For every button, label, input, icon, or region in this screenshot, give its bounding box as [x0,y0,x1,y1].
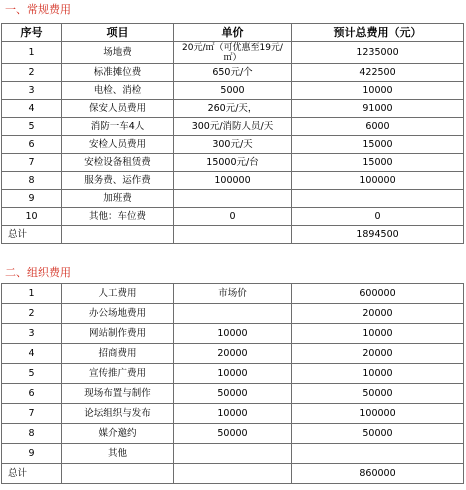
row-index: 7 [2,404,62,424]
table-row [2,172,464,190]
row-item: 场地费 [62,42,174,64]
row-unit-price [174,304,292,324]
table-row [2,64,464,82]
row-unit-price [174,190,292,208]
total-price-empty [174,226,292,244]
header-item: 项目 [62,24,174,42]
table-row [2,444,464,464]
row-unit-price: 15000元/台 [174,154,292,172]
row-total: 15000 [292,154,464,172]
table-row [2,364,464,384]
row-index: 4 [2,344,62,364]
table-row [2,118,464,136]
total-row [2,226,464,244]
section-title-regular-fees: 一、常规费用 [5,3,71,16]
row-total: 10000 [292,324,464,344]
total-item-empty [62,464,174,484]
row-unit-price: 100000 [174,172,292,190]
organization-fees-table [1,283,464,484]
row-index: 6 [2,384,62,404]
table-row [2,136,464,154]
table-row [2,100,464,118]
row-unit-price: 20000 [174,344,292,364]
row-total: 91000 [292,100,464,118]
row-index: 2 [2,304,62,324]
row-item: 电检、消检 [62,82,174,100]
row-total: 422500 [292,64,464,82]
row-unit-price: 650元/个 [174,64,292,82]
row-item: 保安人员费用 [62,100,174,118]
row-item: 服务费、运作费 [62,172,174,190]
total-label: 总计 [2,226,62,244]
row-index: 9 [2,190,62,208]
row-item: 网站制作费用 [62,324,174,344]
row-total: 10000 [292,82,464,100]
row-unit-price: 20元/㎡（可优惠至19元/㎡） [174,42,292,64]
header-index: 序号 [2,24,62,42]
row-total [292,190,464,208]
row-index: 8 [2,172,62,190]
row-total: 6000 [292,118,464,136]
table-row [2,154,464,172]
total-value: 860000 [292,464,464,484]
total-item-empty [62,226,174,244]
table-row [2,42,464,64]
row-total: 0 [292,208,464,226]
row-item: 论坛组织与发布 [62,404,174,424]
row-item: 标准摊位费 [62,64,174,82]
section-title-organization-fees: 二、组织费用 [5,266,71,279]
row-total: 100000 [292,172,464,190]
row-unit-price: 50000 [174,384,292,404]
row-index: 2 [2,64,62,82]
table-header-row [2,24,464,42]
row-unit-price: 市场价 [174,284,292,304]
table-row [2,304,464,324]
row-index: 6 [2,136,62,154]
row-unit-price: 260元/天， [174,100,292,118]
row-unit-price: 300元/天 [174,136,292,154]
row-index: 5 [2,364,62,384]
row-unit-price: 0 [174,208,292,226]
row-unit-price [174,444,292,464]
row-index: 1 [2,42,62,64]
row-item: 其他：车位费 [62,208,174,226]
regular-fees-table [1,23,464,244]
row-unit-price: 50000 [174,424,292,444]
row-index: 9 [2,444,62,464]
row-index: 7 [2,154,62,172]
row-index: 3 [2,82,62,100]
table-row [2,208,464,226]
row-item: 安检设备租赁费 [62,154,174,172]
table-row [2,284,464,304]
total-row [2,464,464,484]
total-value: 1894500 [292,226,464,244]
row-item: 媒介邀约 [62,424,174,444]
table-row [2,82,464,100]
row-total: 10000 [292,364,464,384]
table-row [2,404,464,424]
row-index: 1 [2,284,62,304]
header-estimated-total: 预计总费用（元） [292,24,464,42]
header-unit-price: 单价 [174,24,292,42]
row-total [292,444,464,464]
total-label: 总计 [2,464,62,484]
row-item: 现场布置与制作 [62,384,174,404]
row-item: 安检人员费用 [62,136,174,154]
row-index: 5 [2,118,62,136]
row-item: 办公场地费用 [62,304,174,324]
row-unit-price: 300元/消防人员/天 [174,118,292,136]
row-total: 15000 [292,136,464,154]
row-total: 50000 [292,424,464,444]
row-item: 消防一车4人 [62,118,174,136]
row-total: 100000 [292,404,464,424]
row-item: 加班费 [62,190,174,208]
row-total: 20000 [292,344,464,364]
row-total: 50000 [292,384,464,404]
row-total: 20000 [292,304,464,324]
row-item: 人工费用 [62,284,174,304]
row-item: 宣传推广费用 [62,364,174,384]
row-total: 600000 [292,284,464,304]
row-index: 3 [2,324,62,344]
table-row [2,190,464,208]
total-price-empty [174,464,292,484]
row-item: 其他 [62,444,174,464]
row-item: 招商费用 [62,344,174,364]
row-index: 4 [2,100,62,118]
row-unit-price: 5000 [174,82,292,100]
row-index: 8 [2,424,62,444]
row-unit-price: 10000 [174,404,292,424]
table-row [2,384,464,404]
row-unit-price: 10000 [174,324,292,344]
table-row [2,344,464,364]
table-row [2,424,464,444]
table-row [2,324,464,344]
row-unit-price: 10000 [174,364,292,384]
row-total: 1235000 [292,42,464,64]
row-index: 10 [2,208,62,226]
